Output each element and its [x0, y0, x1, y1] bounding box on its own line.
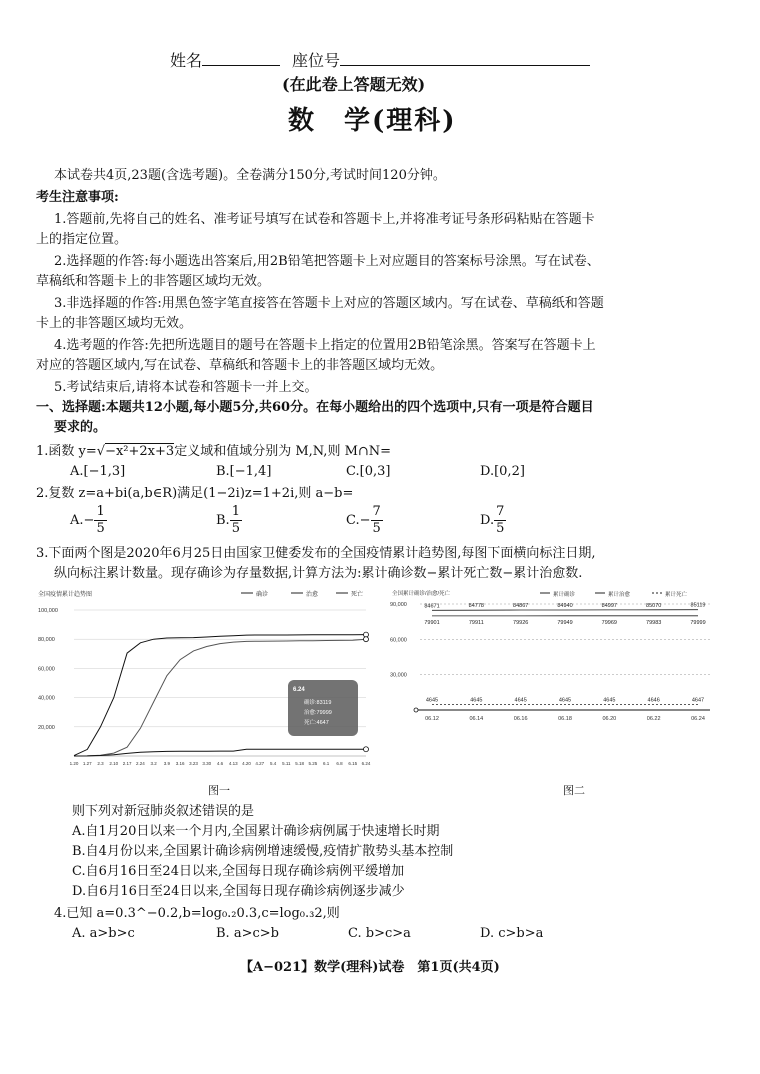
data-label: 79926 [513, 619, 529, 626]
section-heading: 一、选择题:本题共12小题,每小题5分,共60分。在每小题给出的四个选项中,只有一项是符合题目 [36, 400, 594, 415]
q4-option-a: A. a>b>c [72, 926, 135, 941]
q4-option-d: D. c>b>a [480, 926, 544, 941]
x-tick-label: 4.27 [255, 761, 265, 766]
option-label: B. [216, 513, 230, 528]
x-tick-label: 06.12 [425, 716, 439, 722]
name-field [170, 48, 280, 71]
note-line: 3.非选择题的作答:用黑色签字笔直接答在答题卡上对应的答题区域内。写在试卷、草稿纸和答题 [54, 296, 604, 311]
denominator: 5 [372, 521, 381, 536]
q1-radicand: −x²+2x+3 [105, 444, 175, 459]
tooltip-line: 治愈:79999 [304, 710, 332, 716]
q3-stem: 3.下面两个图是2020年6月25日由国家卫健委发布的全国疫情累计趋势图,每图下面横向标注日期, [36, 546, 596, 561]
x-tick-label: 5.18 [295, 761, 305, 766]
legend-label: 累计死亡 [665, 592, 688, 598]
legend-label: 累计确诊 [553, 592, 576, 598]
option-label: D. [480, 513, 495, 528]
name-blank [202, 65, 280, 66]
fraction [494, 504, 506, 537]
x-tick-label: 3.16 [175, 761, 185, 766]
note-line: 卡上的非答题区域均无效。 [36, 316, 193, 331]
chart-title: 全国疫情累计趋势图 [38, 592, 93, 598]
tooltip-line: 确诊:83119 [304, 700, 332, 706]
data-label: 84997 [601, 602, 617, 609]
x-tick-label: 6.24 [361, 761, 371, 766]
y-tick-label: 20,000 [38, 724, 55, 731]
q1-option-b: B.[−1,4] [216, 464, 272, 479]
q2-stem: 2.复数 z=a+bi(a,b∈R)满足(1−2i)z=1+2i,则 a−b= [36, 486, 354, 501]
note-line: 4.选考题的作答:先把所选题目的题号在答题卡上指定的位置用2B铅笔涂黑。答案写在答题卡上 [54, 338, 596, 353]
denominator: 5 [496, 521, 505, 536]
x-tick-label: 6.8 [336, 761, 343, 766]
numerator: 7 [372, 504, 381, 519]
option-sign: − [359, 513, 371, 528]
x-tick-label: 06.14 [469, 716, 484, 722]
figure-1-chart [36, 588, 376, 778]
data-label: 84778 [468, 603, 484, 610]
name-label: 姓名 [170, 51, 203, 70]
x-tick-label: 1.20 [69, 761, 79, 766]
q1-prefix: 1.函数 y= [36, 444, 97, 459]
x-tick-label: 6.1 [323, 761, 330, 766]
numerator: 1 [96, 504, 105, 519]
seat-blank [340, 65, 590, 66]
q3-option-a: A.自1月20日以来一个月内,全国累计确诊病例属于快速增长时期 [72, 824, 440, 839]
data-label: 79999 [690, 619, 706, 626]
series-line-累计确诊 [432, 610, 698, 611]
x-tick-label: 06.20 [602, 716, 617, 722]
note-line: 2.选择题的作答:每小题选出答案后,用2B铅笔把答题卡上对应题目的答案标号涂黑。写在试卷、 [54, 254, 600, 269]
x-tick-label: 3.2 [150, 761, 157, 766]
data-label: 79911 [468, 619, 484, 626]
data-label: 84867 [513, 603, 529, 610]
q2-option-d [480, 504, 506, 537]
x-tick-label: 5.25 [308, 761, 318, 766]
figure-2-caption: 图二 [563, 784, 585, 797]
q3-option-d: D.自6月16日至24日以来,全国每日现存确诊病例逐步减少 [72, 884, 405, 899]
q4-option-c: C. b>c>a [348, 926, 411, 941]
x-tick-label: 3.30 [202, 761, 212, 766]
figure-1-caption: 图一 [208, 784, 230, 797]
legend-label: 累计治愈 [608, 592, 631, 598]
q3-option-b: B.自4月份以来,全国累计确诊病例增速缓慢,疫情扩散势头基本控制 [72, 844, 454, 859]
q4-option-b: B. a>c>b [216, 926, 279, 941]
note-line: 1.答题前,先将自己的姓名、准考证号填写在试卷和答题卡上,并将准考证号条形码粘贴在答题卡 [54, 212, 595, 227]
numerator: 1 [231, 504, 240, 519]
page-footer: 【A−021】数学(理科)试卷 第1页(共4页) [240, 960, 500, 975]
legend-label: 确诊 [256, 592, 269, 598]
y-tick-label: 40,000 [38, 695, 55, 702]
legend-label: 死亡 [351, 592, 364, 598]
q2-option-a [70, 504, 107, 537]
x-tick-label: 06.24 [691, 716, 705, 722]
data-label: 4645 [514, 697, 527, 704]
q1-option-a: A.[−1,3] [70, 464, 126, 479]
q1-stem [36, 442, 726, 462]
figure-2-chart [390, 588, 720, 728]
note-line: 草稿纸和答题卡上的非答题区域均无效。 [36, 274, 271, 289]
y-tick-label: 60,000 [38, 666, 55, 673]
fraction [230, 504, 242, 537]
y-tick-label: 30,000 [390, 672, 407, 679]
intro-text: 本试卷共4页,23题(含选考题)。全卷满分150分,考试时间120分钟。 [54, 168, 446, 183]
section-heading-cont: 要求的。 [54, 420, 107, 435]
x-tick-label: 2.17 [122, 761, 132, 766]
data-label: 4645 [558, 697, 572, 704]
q4-stem: 4.已知 a=0.3^−0.2,b=log₀.₂0.3,c=log₀.₃2,则 [54, 906, 340, 921]
x-tick-label: 3.9 [163, 761, 171, 766]
data-label: 4645 [425, 697, 439, 704]
q3-stem-cont: 纵向标注累计数量。现存确诊为存量数据,计算方法为:累计确诊数−累计死亡数−累计治愈数. [54, 566, 583, 581]
x-tick-label: 06.18 [558, 716, 572, 722]
legend-label: 治愈 [306, 592, 319, 598]
q1-option-c: C.[0,3] [346, 464, 391, 479]
q1-suffix: 定义域和值域分别为 M,N,则 M∩N= [174, 444, 392, 459]
x-axis-start-marker [414, 708, 418, 712]
data-label: 4645 [470, 697, 483, 704]
chart-title: 全国累计确诊/治愈/死亡 [392, 591, 451, 597]
y-tick-label: 100,000 [38, 608, 58, 614]
data-label: 79949 [557, 619, 573, 626]
x-tick-label: 4.6 [216, 761, 224, 766]
seat-field [292, 48, 590, 71]
data-label: 79983 [646, 619, 662, 626]
data-label: 79969 [601, 619, 617, 626]
x-tick-label: 2.10 [109, 761, 119, 766]
x-tick-label: 2.24 [135, 761, 145, 766]
denominator: 5 [96, 521, 105, 536]
option-sign: − [83, 513, 95, 528]
y-tick-label: 80,000 [38, 637, 55, 644]
data-label: 79901 [424, 619, 440, 626]
notes-heading: 考生注意事项: [36, 190, 119, 205]
fraction [94, 504, 106, 537]
data-label: 4646 [647, 697, 660, 704]
data-label: 85070 [646, 602, 662, 609]
option-label: C. [346, 513, 360, 528]
x-tick-label: 6.15 [348, 761, 358, 766]
x-tick-label: 2.3 [97, 761, 104, 766]
data-label: 84671 [424, 603, 440, 610]
x-tick-label: 4.20 [242, 761, 251, 766]
x-tick-label: 1.27 [82, 761, 92, 766]
x-tick-label: 5.4 [269, 761, 277, 766]
data-label: 4645 [603, 697, 616, 704]
y-tick-label: 90,000 [390, 602, 407, 608]
x-tick-label: 4.13 [228, 761, 238, 766]
q1-option-d: D.[0,2] [480, 464, 525, 479]
numerator: 7 [496, 504, 505, 519]
series-end-marker [364, 637, 369, 642]
q2-option-b [216, 504, 242, 537]
q2-option-c [346, 504, 383, 537]
page-title: 数 学(理科) [288, 106, 457, 136]
q3-option-c: C.自6月16日至24日以来,全国每日现存确诊病例平缓增加 [72, 864, 405, 879]
data-label: 84940 [557, 602, 573, 609]
tooltip-date: 6.24 [293, 687, 305, 693]
sqrt-sign: √ [96, 444, 106, 459]
x-tick-label: 06.16 [513, 716, 528, 722]
q3-ask: 则下列对新冠肺炎叙述错误的是 [72, 804, 255, 819]
x-tick-label: 5.11 [282, 761, 291, 766]
seat-label: 座位号 [292, 51, 341, 70]
series-end-marker [364, 747, 369, 752]
option-label: A. [70, 513, 84, 528]
series-line-死亡 [74, 749, 366, 756]
tooltip-line: 死亡:4647 [304, 720, 329, 726]
data-label: 85119 [690, 602, 706, 609]
fraction [371, 504, 383, 537]
x-tick-label: 3.23 [189, 761, 198, 766]
data-label: 4647 [691, 697, 705, 704]
notice-text: (在此卷上答题无效) [282, 75, 426, 94]
note-line: 5.考试结束后,请将本试卷和答题卡一并上交。 [54, 380, 318, 395]
x-tick-label: 06.22 [646, 716, 661, 722]
note-line: 上的指定位置。 [36, 232, 128, 247]
y-tick-label: 60,000 [390, 637, 407, 644]
note-line: 对应的答题区域内,写在试卷、草稿纸和答题卡上的非答题区域均无效。 [36, 358, 444, 373]
denominator: 5 [231, 521, 240, 536]
